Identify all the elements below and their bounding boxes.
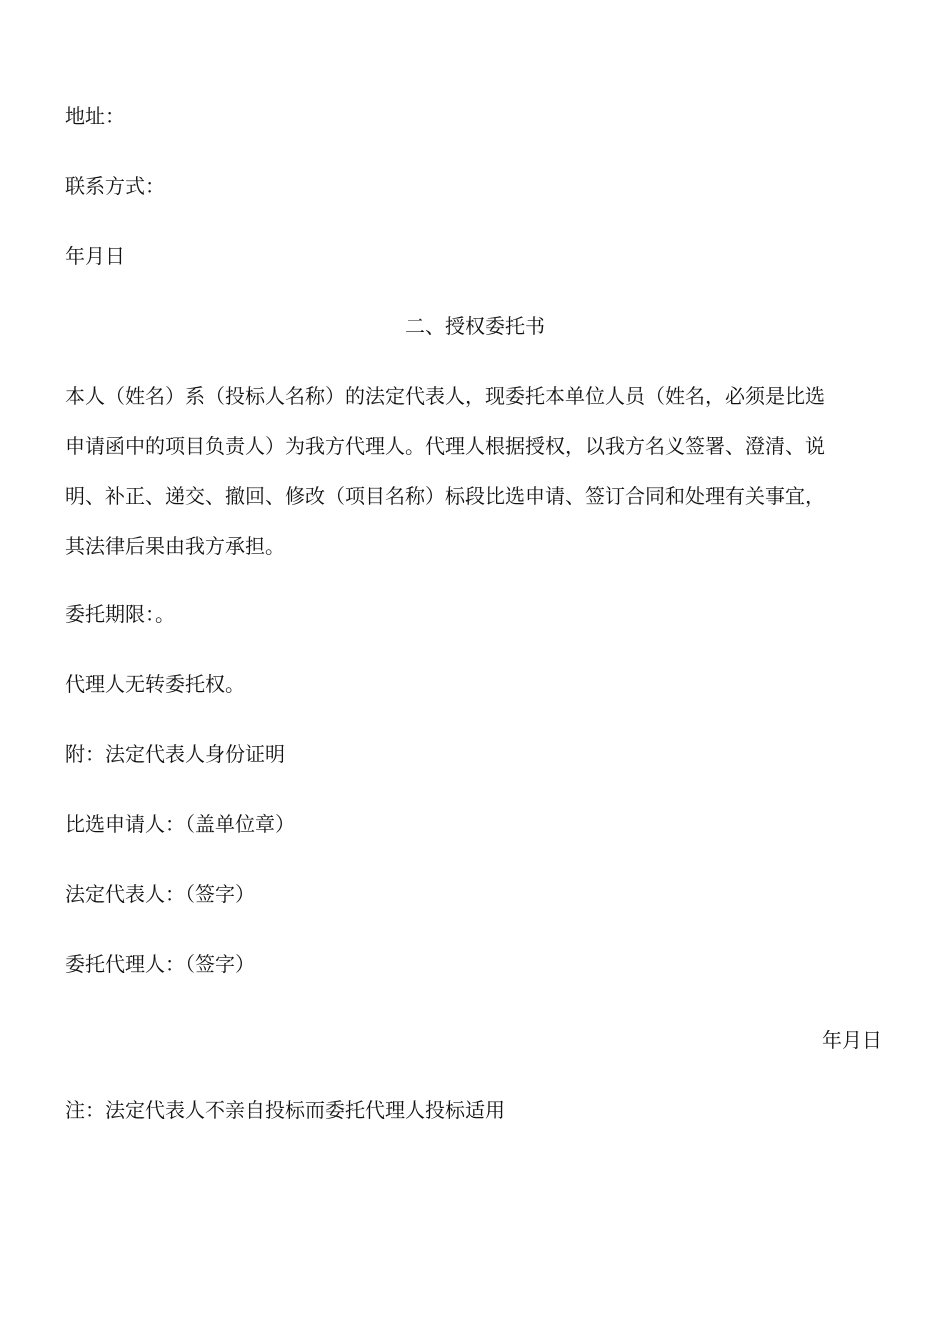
paragraph-line: 其法律后果由我方承担。 [65, 534, 285, 558]
signature-date-line: 年月日 [822, 1028, 882, 1052]
applicant-line: 比选申请人：（盖单位章） [65, 812, 295, 836]
header-date-line: 年月日 [65, 244, 125, 268]
agent-line: 委托代理人：（签字） [65, 952, 255, 976]
authorization-paragraph [65, 371, 885, 571]
address-line: 地址： [65, 104, 125, 128]
paragraph-line: 申请函中的项目负责人）为我方代理人。代理人根据授权，以我方名义签署、澄清、说 [65, 434, 825, 458]
term-line: 委托期限：。 [65, 602, 175, 626]
section-title: 二、授权委托书 [405, 314, 545, 338]
note-line: 注：法定代表人不亲自投标而委托代理人投标适用 [65, 1098, 505, 1122]
no-sub-delegation-line: 代理人无转委托权。 [65, 672, 245, 696]
attachment-line: 附：法定代表人身份证明 [65, 742, 285, 766]
legal-representative-line: 法定代表人：（签字） [65, 882, 255, 906]
paragraph-line: 明、补正、递交、撤回、修改（项目名称）标段比选申请、签订合同和处理有关事宜， [65, 484, 825, 508]
contact-line: 联系方式： [65, 174, 165, 198]
paragraph-line: 本人（姓名）系（投标人名称）的法定代表人，现委托本单位人员（姓名，必须是比选 [65, 384, 825, 408]
